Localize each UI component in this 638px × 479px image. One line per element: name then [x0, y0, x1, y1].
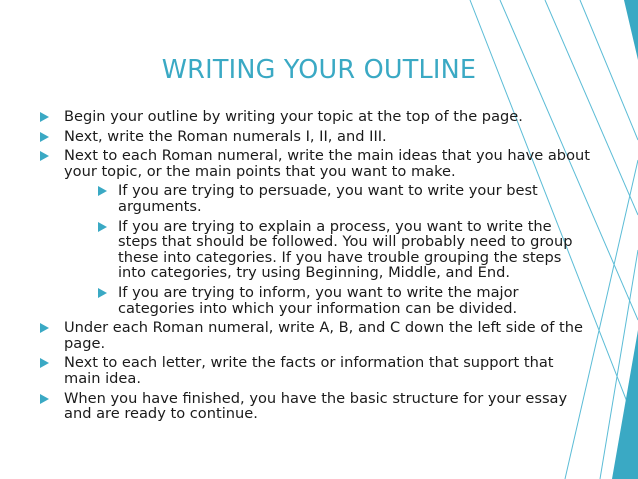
triangle-bullet-icon	[98, 222, 107, 232]
bullet-text: Next, write the Roman numerals I, II, and III.	[64, 127, 387, 145]
triangle-bullet-icon	[98, 186, 107, 196]
bullet-text: Next to each Roman numeral, write the main ideas that you have about your topic, or the main points that you want to make.	[64, 147, 590, 180]
sub-bullet-text: If you are trying to persuade, you want to write your best arguments.	[118, 182, 538, 215]
bullet-item	[38, 355, 590, 386]
triangle-bullet-icon	[40, 151, 49, 161]
bullet-text: Next to each letter, write the facts or information that support that main idea.	[64, 354, 554, 387]
bullet-item	[38, 320, 590, 351]
sub-bullet-text: If you are trying to inform, you want to write the major categories into which your information can be divided.	[118, 283, 519, 317]
bullet-item	[38, 129, 590, 145]
triangle-bullet-icon	[40, 112, 49, 122]
triangle-bullet-icon	[40, 394, 49, 404]
triangle-bullet-icon	[40, 323, 49, 333]
bullet-list	[38, 109, 590, 426]
sub-bullet-text: If you are trying to explain a process, you want to write the steps that should be followed. You will probably need to group these into categories. If you have trouble grouping the steps into categories, try using Beginning, Middle, and End.	[118, 217, 573, 282]
sub-bullet-item	[38, 183, 590, 214]
bullet-text: Under each Roman numeral, write A, B, and C down the left side of the page.	[64, 319, 583, 352]
triangle-bullet-icon	[40, 358, 49, 368]
slide-title: WRITING YOUR OUTLINE	[161, 55, 477, 85]
bullet-item	[38, 391, 590, 422]
sub-bullet-item	[38, 219, 590, 281]
bullet-item	[38, 109, 590, 125]
bullet-item	[38, 148, 590, 179]
sub-bullet-item	[38, 285, 590, 316]
bullet-text: Begin your outline by writing your topic at the top of the page.	[64, 108, 523, 125]
bullet-text: When you have finished, you have the basic structure for your essay and are ready to continue.	[64, 389, 568, 423]
triangle-bullet-icon	[40, 132, 49, 142]
triangle-bullet-icon	[98, 288, 107, 298]
